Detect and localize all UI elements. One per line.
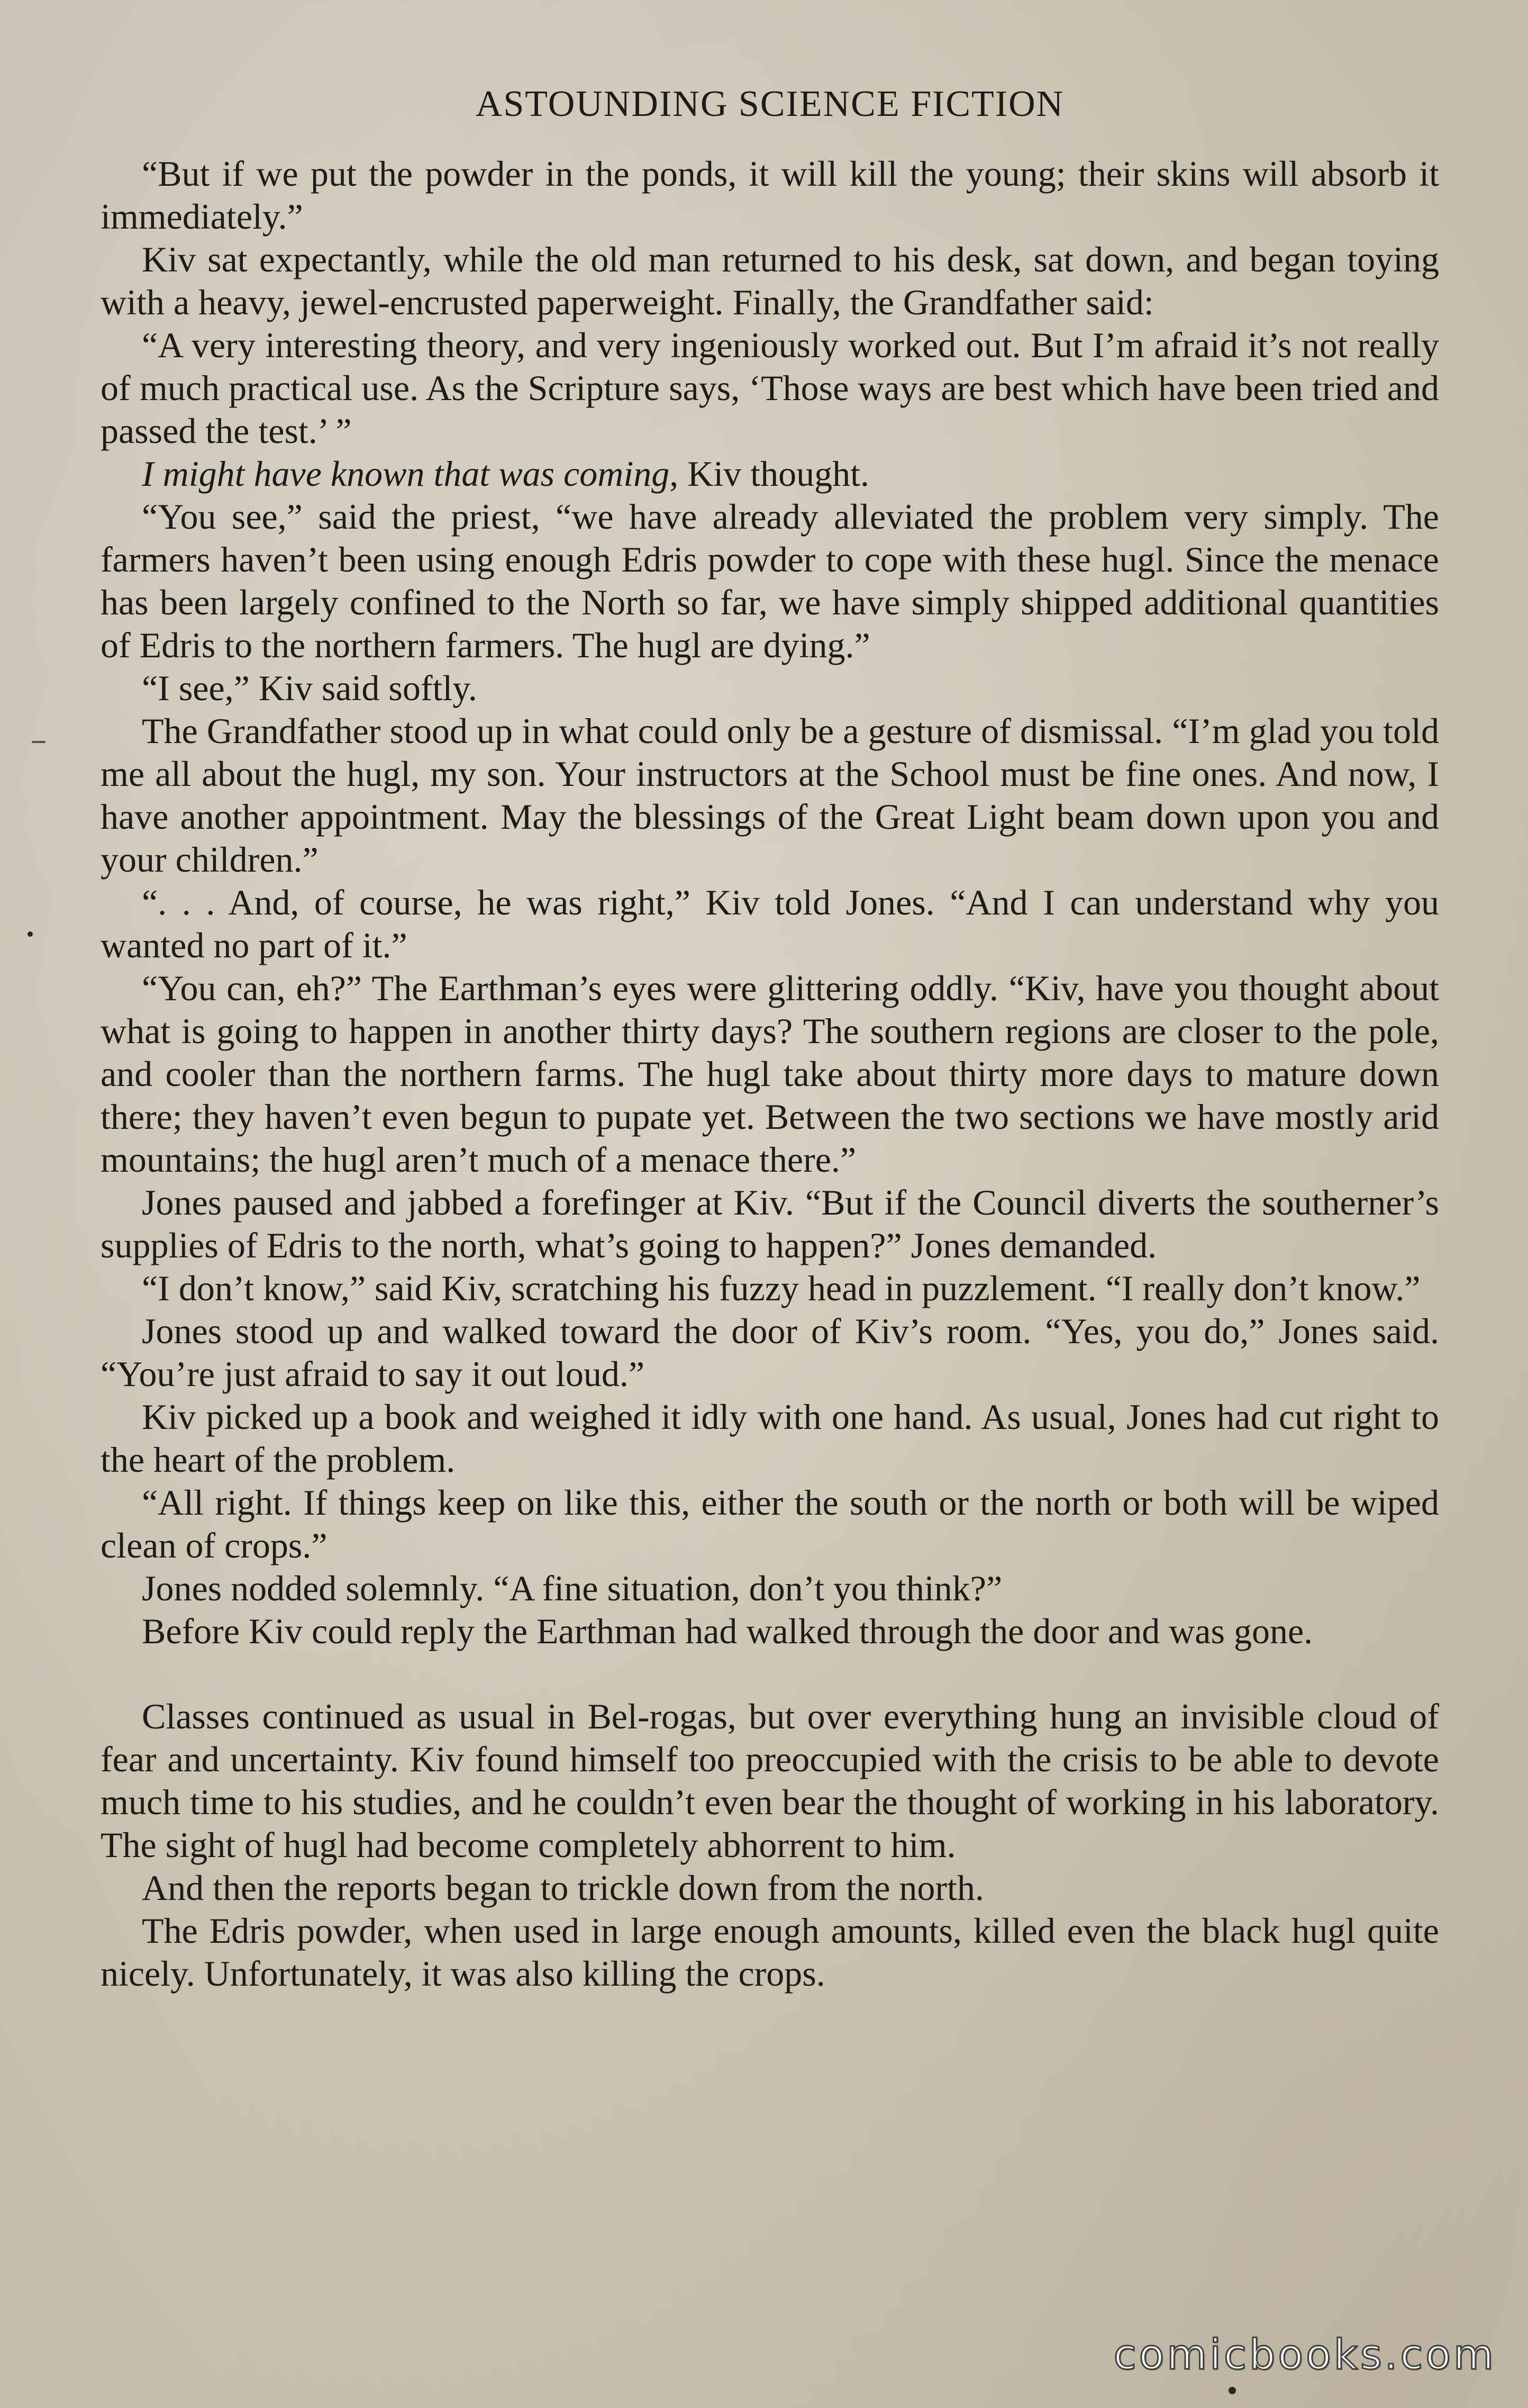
paragraph: Jones stood up and walked toward the door of Kiv’s room. “Yes, you do,” Jones said. “You’re just afraid to say it out loud.” [101, 1311, 1439, 1394]
page-speck [28, 931, 33, 937]
paragraph: And then the reports began to trickle down from the north. [142, 1868, 984, 1908]
body-text [101, 152, 1439, 1995]
paragraph: Classes continued as usual in Bel-rogas, but over everything hung an invisible cloud of fear and uncertainty. Kiv found himself too preoccupied with the crisis to be able to devote much time to his studies, and he couldn’t even bear the thought of working in his laboratory. The sight of hugl had become completely abhorrent to him. [101, 1696, 1439, 1865]
paragraph: “You can, eh?” The Earthman’s eyes were glittering oddly. “Kiv, have you thought about what is going to happen in another thirty days? The southern regions are closer to the pole, and cooler than the northern farms. The hugl take about thirty more days to mature down there; they haven’t even begun to pupate yet. Between the two sections we have mostly arid mountains; the hugl aren’t much of a menace there.” [101, 968, 1439, 1180]
page-speck [32, 741, 46, 743]
paragraph: “I see,” Kiv said softly. [142, 668, 477, 708]
paragraph: “You see,” said the priest, “we have already alleviated the problem very simply. The farmers haven’t been using enough Edris powder to cope with these hugl. Since the menace has been largely confined to the North so far, we have simply shipped additional quantities of Edris to the northern farmers. The hugl are dying.” [101, 496, 1439, 665]
paragraph: Before Kiv could reply the Earthman had walked through the door and was gone. [142, 1611, 1313, 1651]
paragraph: “All right. If things keep on like this, either the south or the north or both will be wiped clean of crops.” [101, 1482, 1439, 1565]
page-speck [1229, 2387, 1236, 2394]
paragraph: Jones nodded solemnly. “A fine situation, don’t you think?” [142, 1568, 1003, 1608]
paragraph [101, 452, 1439, 495]
paragraph: The Grandfather stood up in what could only be a gesture of dismissal. “I’m glad you told me all about the hugl, my son. Your instructors at the School must be fine ones. And now, I have another appointment. May the blessings of the Great Light beam down upon you and your children.” [101, 711, 1439, 880]
paragraph: “. . . And, of course, he was right,” Kiv told Jones. “And I can understand why you wanted no part of it.” [101, 882, 1439, 965]
paragraph-text: , Kiv thought. [669, 454, 870, 494]
paragraph: “I don’t know,” said Kiv, scratching his fuzzy head in puzzlement. “I really don’t know.” [142, 1268, 1421, 1308]
paragraph: “A very interesting theory, and very ingeniously worked out. But I’m afraid it’s not really of much practical use. As the Scripture says, ‘Those ways are best which have been tried and passed the test.’ ” [101, 325, 1439, 451]
watermark: comicbooks.com [1113, 2331, 1496, 2379]
paragraph: Kiv sat expectantly, while the old man returned to his desk, sat down, and began toying with a heavy, jewel-encrusted paperweight. Finally, the Grandfather said: [101, 239, 1439, 322]
book-page [101, 74, 1439, 2350]
italic-thought: I might have known that was coming [142, 454, 670, 494]
paragraph: Jones paused and jabbed a forefinger at Kiv. “But if the Council diverts the southerner’s supplies of Edris to the north, what’s going to happen?” Jones demanded. [101, 1182, 1439, 1265]
paragraph: The Edris powder, when used in large enough amounts, killed even the black hugl quite nicely. Unfortunately, it was also killing the crops. [101, 1911, 1439, 1994]
paragraph: Kiv picked up a book and weighed it idly with one hand. As usual, Jones had cut right to the heart of the problem. [101, 1397, 1439, 1480]
running-head: ASTOUNDING SCIENCE FICTION [475, 84, 1065, 124]
paragraph: “But if we put the powder in the ponds, it will kill the young; their skins will absorb it immediately.” [101, 153, 1439, 237]
